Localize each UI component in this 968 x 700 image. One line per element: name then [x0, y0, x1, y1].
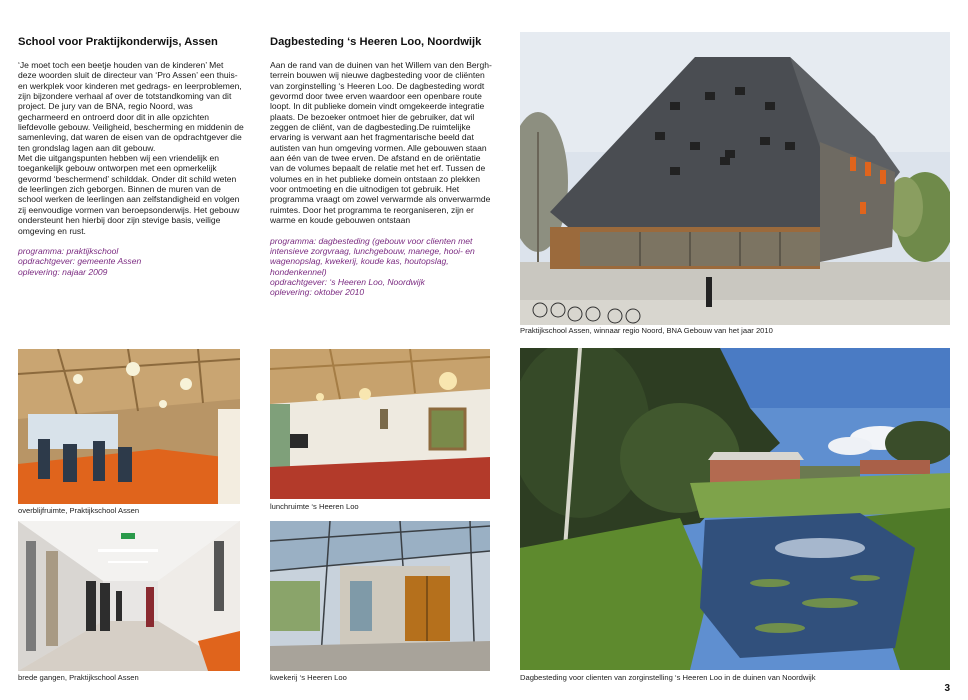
article-meta [270, 236, 496, 298]
meta-opdrachtgever: opdrachtgever: gemeente Assen [18, 256, 142, 267]
meta-oplevering: oplevering: oktober 2010 [270, 287, 365, 298]
photo-landscape-noordwijk [520, 348, 950, 670]
article-dagbesteding [270, 36, 496, 298]
meta-programma: programma: praktijkschool [18, 245, 119, 256]
caption-kwekerij: kwekerij ‘s Heeren Loo [270, 673, 347, 682]
caption-lunch: lunchruimte ‘s Heeren Loo [270, 502, 359, 511]
article-body: Aan de rand van de duinen van het Willem van den Bergh-terrein bouwen wij nieuwe dagbesteding voor de cliënten van zorginstelling ‘s Heeren Loo. De dagbesteding wordt gevormd door twee erven waardoor een openbare route loopt. In dit publieke domein vindt omgekeerde integratie plaats. De bezoeker ontmoet hier de gebruiker, dat wil zeggen de cliënt, van de dagbesteding.De ruimtelijke ervaring is verwant aan het fragmentarische beeld dat autisten van hun omgeving vormen. Alle gebouwen staan aan één van de twee erven. De afstand en de oriëntatie van de volumes bepaalt de relatie met het erf. Tussen de volumes en in het publieke domein ontstaan zo plekken voor ontmoeting en die uitnodigen tot gebruik. Het programma vraagt om zowel verwarmde als onverwarmde ruimtes. Door het programma te reorganiseren, zijn er warme en koude gebouwen ontstaan [270, 60, 492, 226]
photo-brede-gangen [18, 521, 240, 671]
caption-gangen: brede gangen, Praktijkschool Assen [18, 673, 139, 682]
photo-overblijfruimte [18, 349, 240, 504]
photo-praktijkschool-exterior [520, 32, 950, 325]
meta-oplevering: oplevering: najaar 2009 [18, 266, 108, 277]
caption-main-photo: Praktijkschool Assen, winnaar regio Noord, BNA Gebouw van het jaar 2010 [520, 326, 773, 335]
article-praktijkschool [18, 36, 244, 277]
photo-kwekerij [270, 521, 490, 671]
article-title: Dagbesteding ‘s Heeren Loo, Noordwijk [270, 36, 482, 48]
article-title: School voor Praktijkonderwijs, Assen [18, 36, 218, 48]
meta-opdrachtgever: opdrachtgever: ‘s Heeren Loo, Noordwijk [270, 276, 425, 287]
article-meta [18, 246, 244, 277]
page-number: 3 [944, 683, 950, 694]
caption-overblijf: overblijfruimte, Praktijkschool Assen [18, 506, 140, 515]
caption-landscape: Dagbesteding voor clienten van zorginstelling ‘s Heeren Loo in de duinen van Noordwijk [520, 673, 816, 682]
article-body: ‘Je moet toch een beetje houden van de kinderen’ Met deze woorden sluit de directeur van ‘Pro Assen’ een thuis- en werkplek voor kinderen met gedrags- en leerproblemen, zijn bijzondere verhaal af over de totstandkoming van dit project. De jury van de BNA, regio Noord, was gecharmeerd en ontroerd door dit in alle opzichten liefdevolle gebouw. Veiligheid, bescherming en middenin de samenleving, dat waren de eisen van de opdrachtgever die ten grondslag lagen aan dit gebouw. Met die uitgangspunten hebben wij een vriendelijk en toegankelijk gebouw ontworpen met een opmerkelijk gevormd ‘beschermend’ schilddak. Onder dit schild weten de leerlingen zich geborgen. Binnen de muren van de school werken de leerlingen aan zelfstandigheid en volgen zij eenvoudige vormen van beroepsonderwijs. Het gebouw ondersteunt hen hierbij door zijn stevige basis, veilige omgeving en rust. [18, 60, 244, 236]
meta-programma: programma: dagbesteding (gebouw voor clienten met intensieve zorgvraag, lunchgebouw, manege, hooi- en wagenopslag, kwekerij, koude kas, houtopslag, hondenkennel) [270, 235, 475, 277]
photo-lunchruimte [270, 349, 490, 499]
